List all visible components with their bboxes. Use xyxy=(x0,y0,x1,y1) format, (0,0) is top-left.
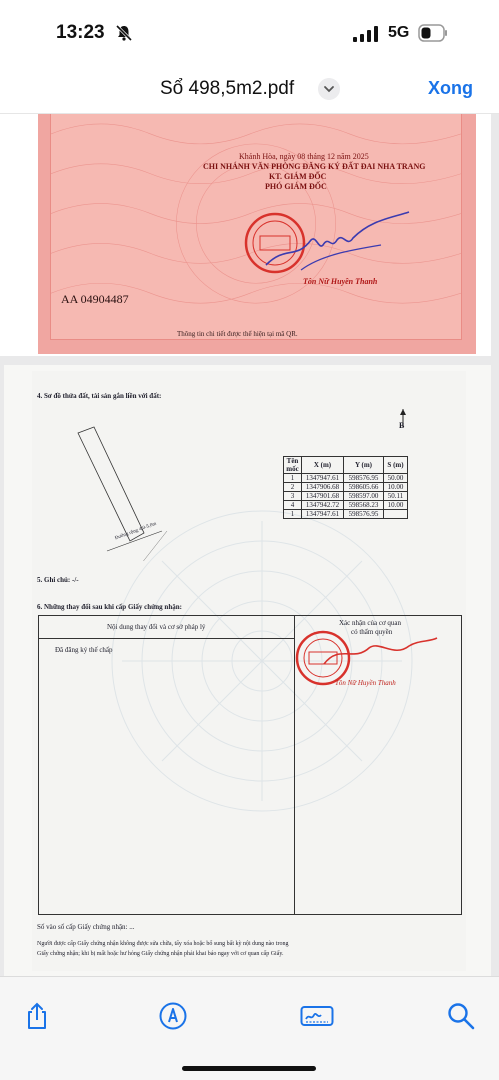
changes-table xyxy=(38,615,462,915)
pdf-page-1 xyxy=(0,114,491,356)
document-title[interactable]: Sổ 498,5m2.pdf xyxy=(160,78,295,99)
certificate-body xyxy=(50,114,462,340)
table-row xyxy=(284,510,408,519)
coordinates-table xyxy=(283,456,408,519)
home-indicator xyxy=(182,1066,316,1071)
signer-name: Tôn Nữ Huyền Thanh xyxy=(303,277,378,286)
bottom-toolbar xyxy=(0,976,499,1080)
serial-number: AA 04904487 xyxy=(61,292,129,306)
table-cell: 1347906.68 xyxy=(302,483,344,492)
column-header: Y (m) xyxy=(344,457,384,474)
section-4-heading: 4. Sơ đồ thửa đất, tài sản gắn liền với đất: xyxy=(37,392,162,400)
table-cell: 598568.23 xyxy=(344,501,384,510)
certificate-border xyxy=(38,114,476,354)
table-cell: 598576.95 xyxy=(344,474,384,483)
table-cell: 1 xyxy=(284,510,302,519)
table-cell: 1347901.68 xyxy=(302,492,344,501)
done-button[interactable]: Xong xyxy=(428,78,473,98)
table-cell: 598576.95 xyxy=(344,510,384,519)
nav-bar xyxy=(0,66,499,114)
table-cell: 1347947.61 xyxy=(302,474,344,483)
cellular-signal-icon xyxy=(353,26,379,42)
qr-note: Thông tin chi tiết được thể hiện tại mã QR. xyxy=(177,330,298,338)
table-cell: 50.11 xyxy=(384,492,408,501)
registry-line: Số vào số cấp Giấy chứng nhận: ... xyxy=(37,923,135,931)
markup-icon[interactable] xyxy=(158,1001,188,1031)
footnote-line-2: Giấy chứng nhận; khi bị mất hoặc hư hỏng Giấy chứng nhận phải khai báo ngay với cơ quan cấp Giấy. xyxy=(37,951,284,957)
status-bar xyxy=(0,0,499,66)
table-row xyxy=(284,501,408,510)
chevron-down-icon[interactable] xyxy=(318,78,340,100)
table-row xyxy=(284,492,408,501)
table-cell: 3 xyxy=(284,492,302,501)
pdf-viewer[interactable] xyxy=(0,114,499,976)
table-row xyxy=(284,474,408,483)
table-cell: 10.00 xyxy=(384,501,408,510)
section-6-heading: 6. Những thay đổi sau khi cấp Giấy chứng nhận: xyxy=(37,603,182,611)
table-cell: 598605.66 xyxy=(344,483,384,492)
table-cell: 1347942.72 xyxy=(302,501,344,510)
signature xyxy=(261,210,411,280)
table-cell: 598597.00 xyxy=(344,492,384,501)
column-header: Tên mốc xyxy=(284,457,302,474)
column-header: S (m) xyxy=(384,457,408,474)
date-line: Khánh Hòa, ngày 08 tháng 12 năm 2025 xyxy=(239,152,369,161)
table-cell: 1347947.61 xyxy=(302,510,344,519)
table-header-row xyxy=(284,457,408,474)
search-icon[interactable] xyxy=(446,1001,476,1031)
signature-icon[interactable] xyxy=(300,1001,334,1031)
road-label: Đường rộng 4,0-5,0m xyxy=(114,521,158,542)
table-row xyxy=(284,483,408,492)
table-cell: 2 xyxy=(284,483,302,492)
table-cell: 4 xyxy=(284,501,302,510)
table-cell: 10.00 xyxy=(384,483,408,492)
parcel-sketch xyxy=(72,421,182,561)
column-header: X (m) xyxy=(302,457,344,474)
share-icon[interactable] xyxy=(22,1001,52,1031)
table-cell: 50.00 xyxy=(384,474,408,483)
header-divider xyxy=(39,638,294,639)
kt-director: KT. GIÁM ĐỐC xyxy=(269,172,327,181)
pdf-page-2 xyxy=(4,365,491,976)
changes-column-header: Nội dung thay đổi và cơ sở pháp lý xyxy=(107,623,206,631)
certificate-page-3 xyxy=(32,371,466,971)
north-label: B xyxy=(399,421,405,430)
battery-icon xyxy=(418,24,448,42)
network-type: 5G xyxy=(388,24,410,41)
clock: 13:23 xyxy=(56,22,105,43)
confirmation-signature xyxy=(319,634,439,674)
footnote-line-1: Người được cấp Giấy chứng nhận không được sửa chữa, tẩy xóa hoặc bổ sung bất kỳ nội dung nào trong xyxy=(37,941,289,947)
confirmation-header-line-1: Xác nhận của cơ quan xyxy=(339,619,402,627)
section-5-heading: 5. Ghi chú: -/- xyxy=(37,576,79,584)
deputy-director: PHÓ GIÁM ĐỐC xyxy=(265,182,327,191)
confirmation-header-line-2: có thẩm quyền xyxy=(351,628,393,636)
table-cell xyxy=(384,510,408,519)
mortgage-entry: Đã đăng ký thế chấp xyxy=(55,646,113,654)
silent-bell-icon xyxy=(115,24,133,42)
table-cell: 1 xyxy=(284,474,302,483)
office-name: CHI NHÁNH VĂN PHÒNG ĐĂNG KÝ ĐẤT ĐAI NHA TRANG xyxy=(203,162,426,171)
confirmation-signer: Tôn Nữ Huyền Thanh xyxy=(335,679,396,687)
